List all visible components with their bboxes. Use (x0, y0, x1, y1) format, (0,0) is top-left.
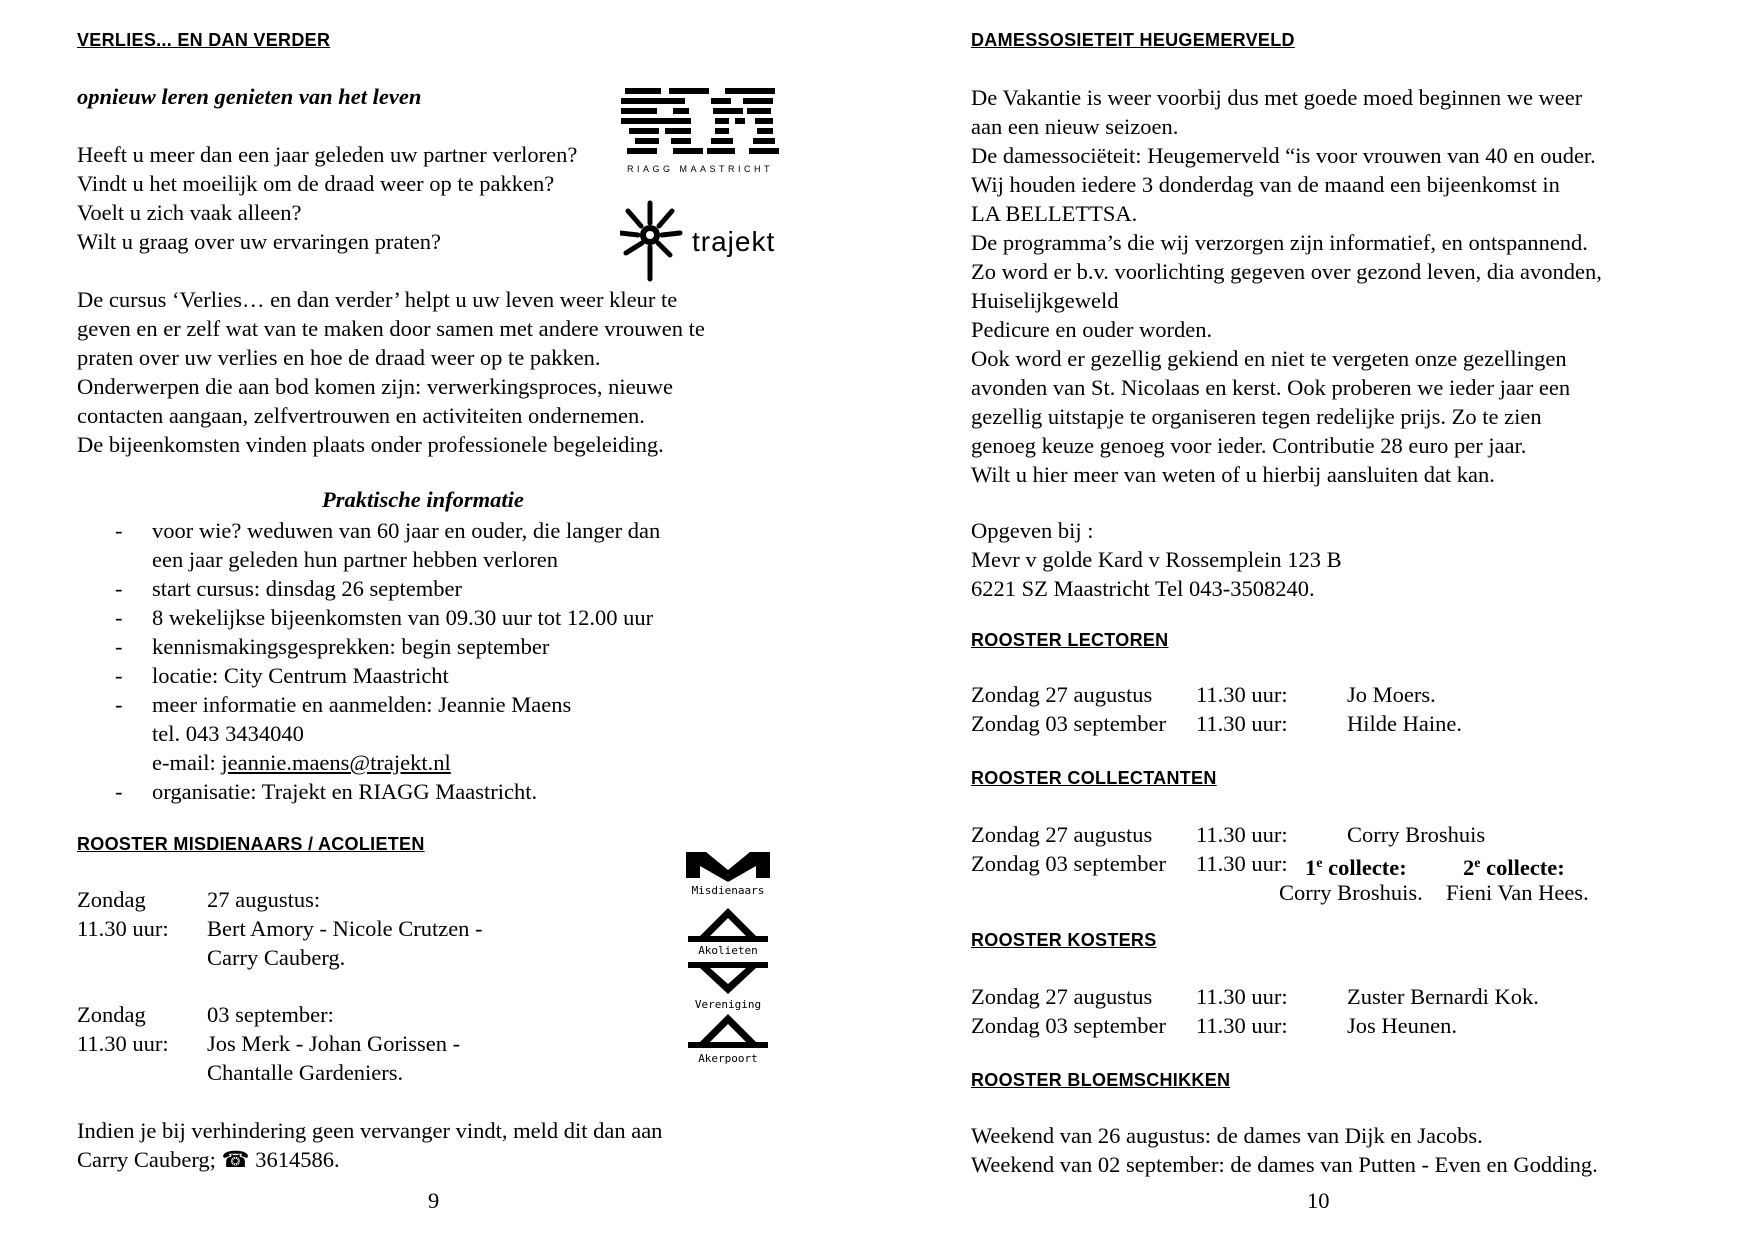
info-list (77, 516, 660, 806)
kosters-time-1: 11.30 uur: (1196, 984, 1288, 1009)
intro-line: De bijeenkomsten vinden plaats onder professionele begeleiding. (77, 432, 664, 457)
question-line: Voelt u zich vaak alleen? (77, 200, 302, 225)
list-item: - start cursus: dinsdag 26 september (115, 576, 462, 601)
intro-line: gezellig uitstapje te organiseren tegen redelijke prijs. Zo te zien (971, 404, 1542, 429)
intro-line: LA BELLETTSA. (971, 201, 1138, 226)
kosters-date-1: Zondag 27 augustus (971, 984, 1153, 1009)
intro-line: aan een nieuw seizoen. (971, 114, 1179, 139)
kosters-name-2: Jos Heunen. (1347, 1013, 1457, 1038)
heading-lectoren: ROOSTER LECTOREN (971, 630, 1169, 650)
lectoren-time-1: 11.30 uur: (1196, 682, 1288, 707)
intro-paragraph (77, 285, 705, 459)
contact-line: Mevr v golde Kard v Rossemplein 123 B (971, 547, 1342, 572)
contact-line: 6221 SZ Maastricht Tel 043-3508240. (971, 576, 1315, 601)
lectoren-name-1: Jo Moers. (1347, 682, 1436, 707)
intro-line: De Vakantie is weer voorbij dus met goede moed beginnen we weer (971, 85, 1583, 110)
mava-word-4: Akerpoort (698, 1052, 758, 1065)
mava-logo (680, 848, 776, 1068)
kosters-time-2: 11.30 uur: (1196, 1013, 1288, 1038)
mava-word-3: Vereniging (694, 998, 762, 1011)
bloemschikken-line: Weekend van 26 augustus: de dames van Dijk en Jacobs. (971, 1123, 1483, 1148)
lectoren-date-2: Zondag 03 september (971, 711, 1166, 736)
heading-misdienaars: ROOSTER MISDIENAARS / ACOLIETEN (77, 834, 425, 854)
mava-word-2: Akolieten (698, 944, 758, 957)
collecte-2-name: Fieni Van Hees. (1446, 880, 1589, 905)
page-10 (877, 0, 1754, 1240)
intro-line: genoeg keuze genoeg voor ieder. Contributie 28 euro per jaar. (971, 433, 1527, 458)
list-item: - organisatie: Trajekt en RIAGG Maastricht. (115, 779, 538, 804)
riagg-logo (615, 82, 785, 178)
intro-line: Zo word er b.v. voorlichting gegeven over gezond leven, dia avonden, (971, 259, 1602, 284)
email-link[interactable]: jeannie.maens@trajekt.nl (221, 750, 451, 775)
intro-line: geven en er zelf wat van te maken door samen met andere vrouwen te (77, 316, 705, 341)
bullet-dash: - (115, 663, 123, 688)
footer-note (77, 1116, 662, 1174)
bloemschikken-line: Weekend van 02 september: de dames van Putten - Even en Godding. (971, 1152, 1598, 1177)
page-number-9: 9 (428, 1188, 440, 1213)
question-line: Vindt u het moeilijk om de draad weer op te pakken? (77, 171, 555, 196)
intro-line: Onderwerpen die aan bod komen zijn: verwerkingsproces, nieuwe (77, 374, 674, 399)
lectoren-name-2: Hilde Haine. (1347, 711, 1462, 736)
footer-line: Carry Cauberg; ☎ 3614586. (77, 1147, 340, 1172)
riagg-logo-text: RIAGG MAASTRICHT (626, 164, 774, 174)
intro-line: Ook word er gezellig gekiend en niet te vergeten onze gezellingen (971, 346, 1567, 371)
intro-line: Wij houden iedere 3 donderdag van de maand een bijeenkomst in (971, 172, 1560, 197)
collectanten-date-1: Zondag 27 augustus (971, 822, 1153, 847)
question-line: Wilt u graag over uw ervaringen praten? (77, 229, 441, 254)
bullet-dash: - (115, 634, 123, 659)
bullet-dash: - (115, 576, 123, 601)
intro-line: Huiselijkgeweld (971, 288, 1119, 313)
intro-line: De damessociëteit: Heugemerveld “is voor vrouwen van 40 en ouder. (971, 143, 1596, 168)
mava-word-1: Misdienaars (691, 884, 765, 897)
bloemschikken-block (971, 1121, 1598, 1179)
intro-line: contacten aangaan, zelfvertrouwen en activiteiten ondernemen. (77, 403, 645, 428)
collecte-1-label: 1e collecte: (1305, 855, 1407, 880)
misdienaars-day-2: Zondag (77, 1002, 146, 1027)
trajekt-logo-text: trajekt (692, 226, 776, 257)
misdienaars-date-1: 27 augustus: (207, 887, 321, 912)
bullet-dash: - (115, 518, 123, 543)
misdienaars-day-1: Zondag (77, 887, 146, 912)
misdienaars-names-2b: Chantalle Gardeniers. (207, 1060, 404, 1085)
misdienaars-names-1a: Bert Amory - Nicole Crutzen - (207, 916, 483, 941)
question-line: Heeft u meer dan een jaar geleden uw partner verloren? (77, 142, 578, 167)
collectanten-name-1: Corry Broshuis (1347, 822, 1486, 847)
collecte-1-name: Corry Broshuis. (1279, 880, 1423, 905)
heading-damessocieteit: DAMESSOSIETEIT HEUGEMERVELD (971, 30, 1295, 50)
list-item: - kennismakingsgesprekken: begin september (115, 634, 550, 659)
misdienaars-names-1b: Carry Cauberg. (207, 945, 346, 970)
heading-collectanten: ROOSTER COLLECTANTEN (971, 768, 1217, 788)
intro-line: Wilt u hier meer van weten of u hierbij aansluiten dat kan. (971, 462, 1495, 487)
bullet-dash: - (115, 779, 123, 804)
intro-line: De cursus ‘Verlies… en dan verder’ helpt u uw leven weer kleur te (77, 287, 678, 312)
lectoren-time-2: 11.30 uur: (1196, 711, 1288, 736)
page-number-10: 10 (1307, 1188, 1330, 1213)
collecte-2-label: 2e collecte: (1463, 855, 1565, 880)
trajekt-logo (620, 195, 795, 285)
kosters-name-1: Zuster Bernardi Kok. (1347, 984, 1539, 1009)
bullet-dash: - (115, 692, 123, 717)
heading-verlies: VERLIES... EN DAN VERDER (77, 30, 331, 50)
lectoren-date-1: Zondag 27 augustus (971, 682, 1153, 707)
footer-line: Indien je bij verhindering geen vervanger vindt, meld dit dan aan (77, 1118, 663, 1143)
heading-bloemschikken: ROOSTER BLOEMSCHIKKEN (971, 1070, 1231, 1090)
list-item: - voor wie? weduwen van 60 jaar en ouder, die langer dan een jaar geleden hun partner hebben verloren (115, 518, 661, 572)
damessocieteit-paragraph (971, 83, 1602, 489)
intro-line: avonden van St. Nicolaas en kerst. Ook proberen we ieder jaar een (971, 375, 1571, 400)
misdienaars-time-2: 11.30 uur: (77, 1031, 169, 1056)
kosters-date-2: Zondag 03 september (971, 1013, 1166, 1038)
bullet-dash: - (115, 605, 123, 630)
intro-line: Pedicure en ouder worden. (971, 317, 1213, 342)
heading-kosters: ROOSTER KOSTERS (971, 930, 1157, 950)
intro-line: De programma’s die wij verzorgen zijn informatief, en ontspannend. (971, 230, 1588, 255)
collectanten-time-1: 11.30 uur: (1196, 822, 1288, 847)
list-item: - locatie: City Centrum Maastricht (115, 663, 449, 688)
questions-block (77, 140, 577, 256)
contact-line: Opgeven bij : (971, 518, 1094, 543)
misdienaars-date-2: 03 september: (207, 1002, 334, 1027)
list-item: - 8 wekelijkse bijeenkomsten van 09.30 uur tot 12.00 uur (115, 605, 654, 630)
misdienaars-time-1: 11.30 uur: (77, 916, 169, 941)
info-title: Praktische informatie (322, 487, 524, 512)
list-item: - meer informatie en aanmelden: Jeannie Maens tel. 043 3434040 e-mail: jeannie.maens@trajekt.nl (115, 692, 572, 775)
contact-block (971, 516, 1342, 603)
collectanten-date-2: Zondag 03 september (971, 851, 1166, 876)
misdienaars-names-2a: Jos Merk - Johan Gorissen - (207, 1031, 461, 1056)
collectanten-time-2: 11.30 uur: (1196, 851, 1288, 876)
intro-line: praten over uw verlies en hoe de draad weer op te pakken. (77, 345, 601, 370)
subtitle-genieten: opnieuw leren genieten van het leven (77, 84, 422, 109)
